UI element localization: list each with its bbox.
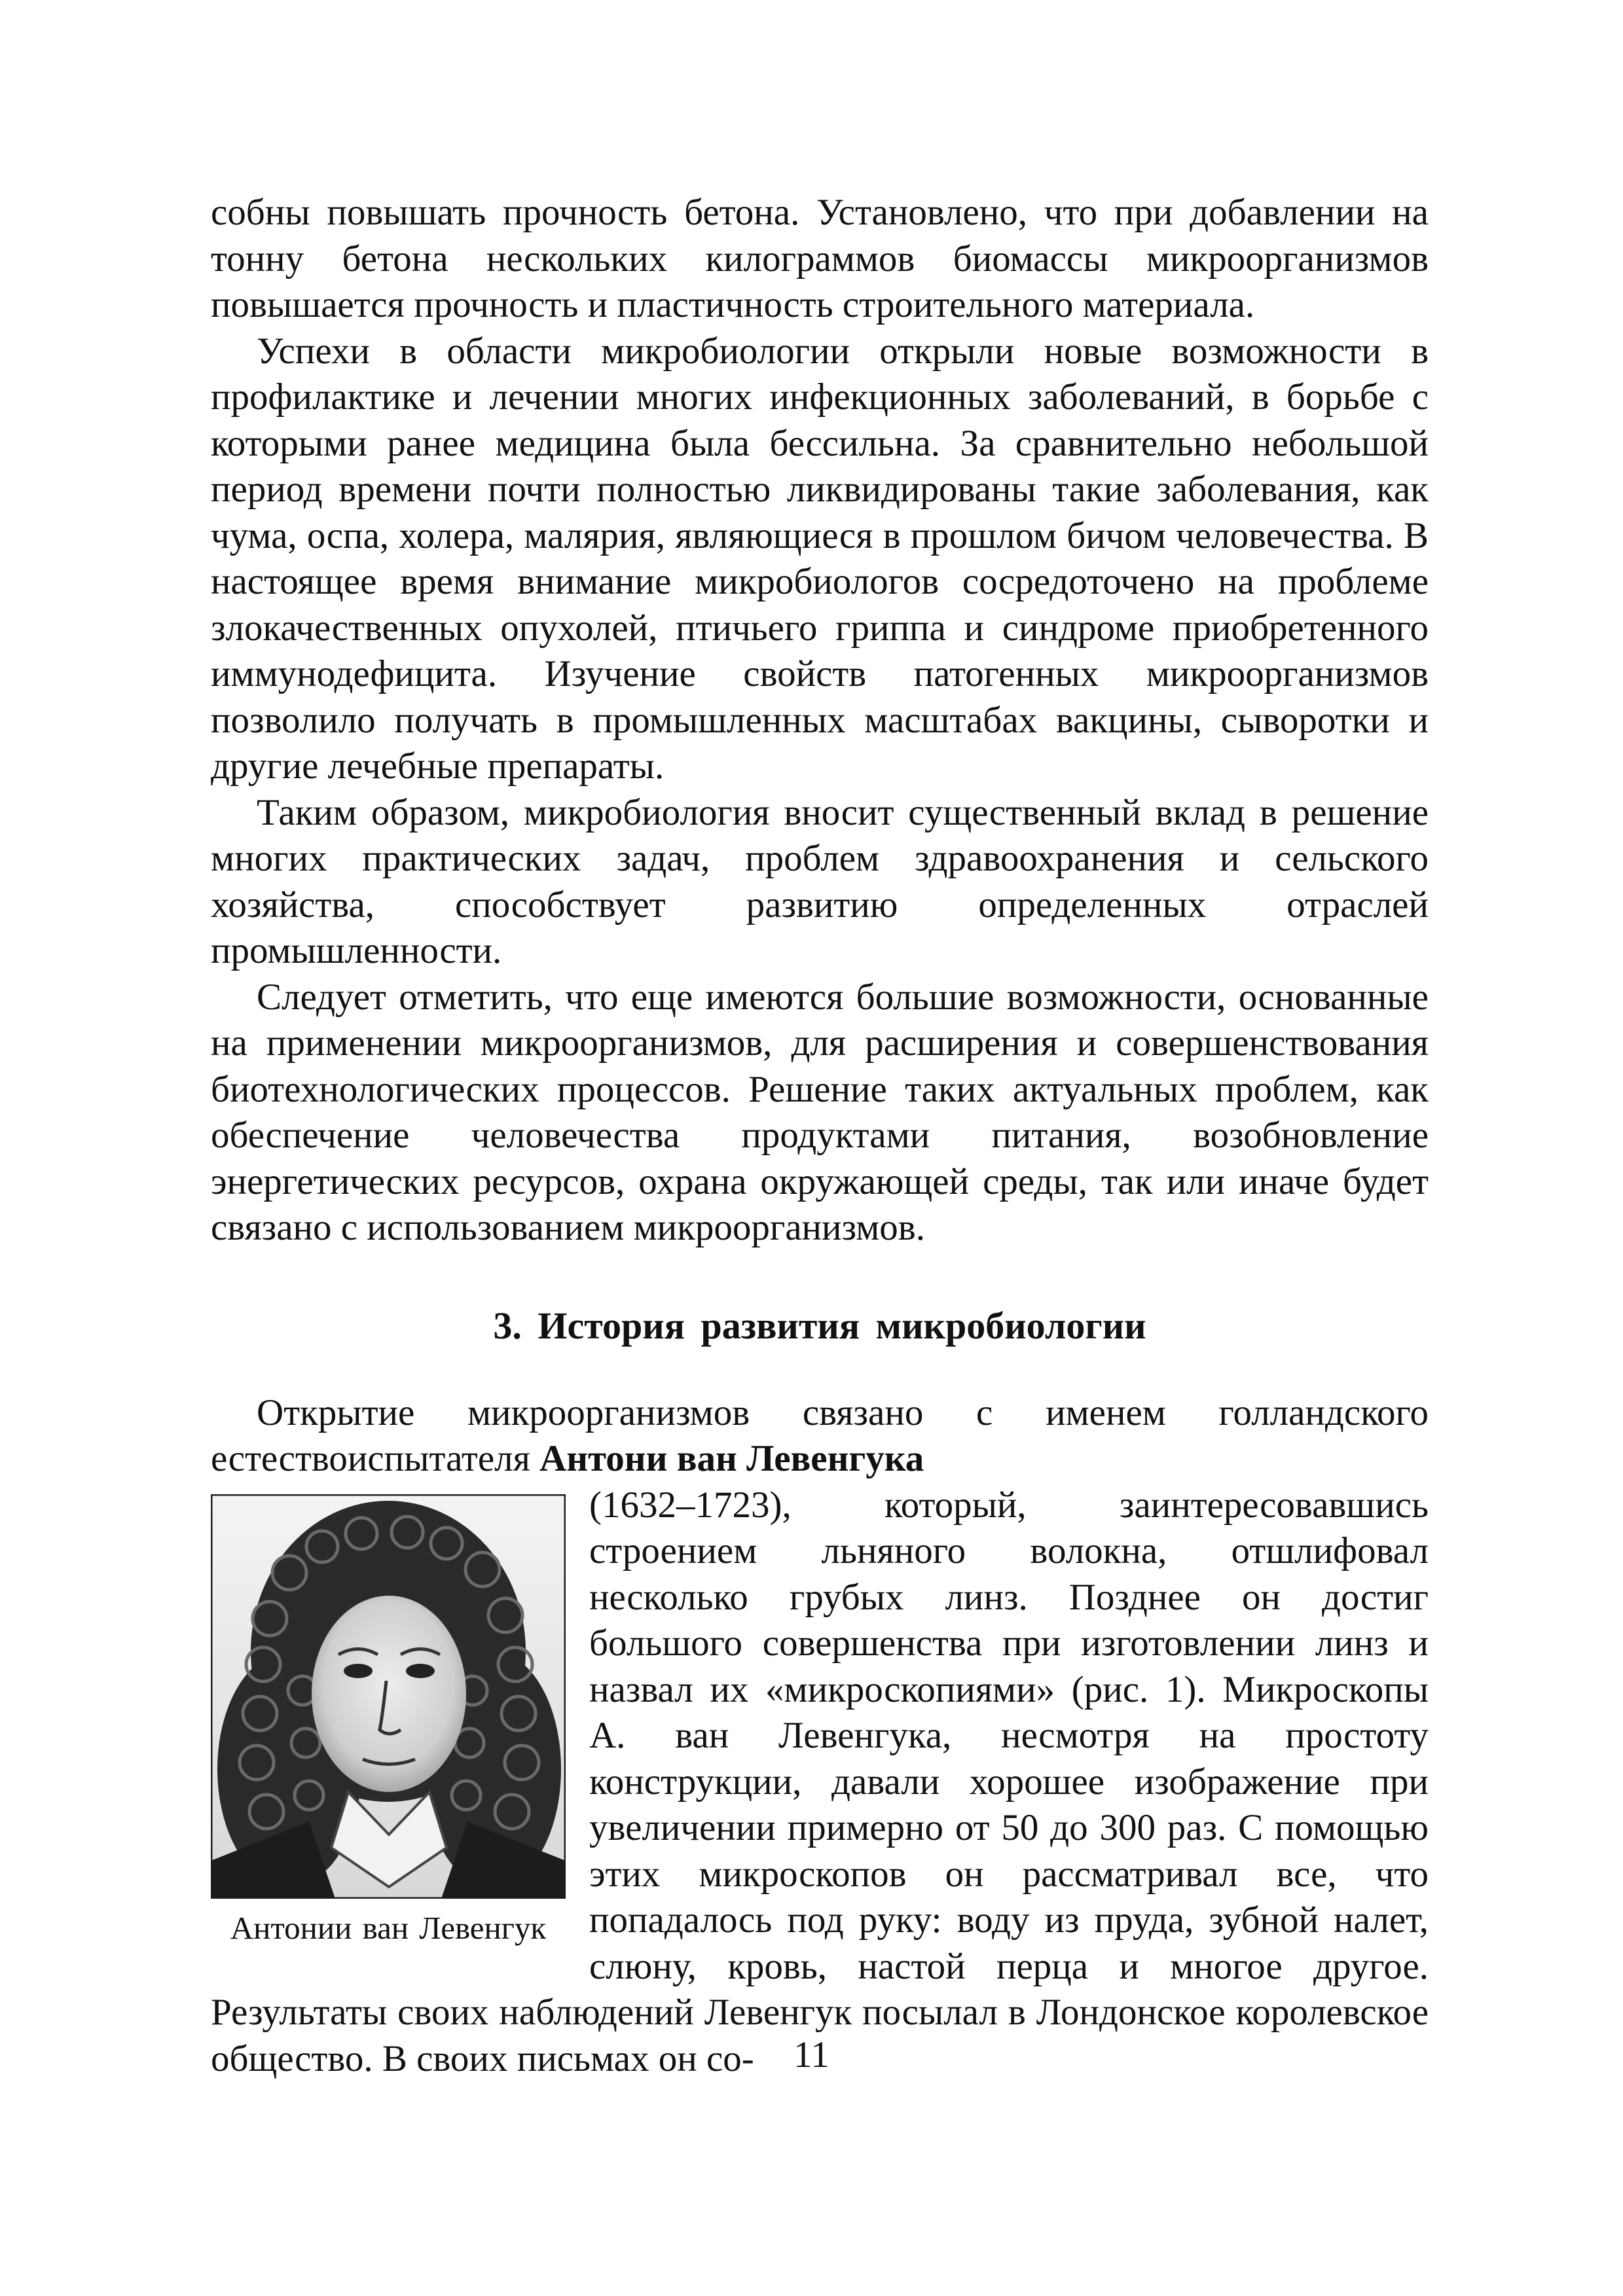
paragraph-1: собны повышать прочность бетона. Установлено, что при добавлении на тонну бетона нескольких килограммов биомассы микроорганизмов повышается прочность и пластичность строительного материала. [211,192,1429,325]
history-lead: Открытие микроорганизмов связано с именем голландского естествоиспытателя [211,1391,1429,1479]
page-body [211,190,1429,2082]
figure-caption: Антонии ван Левенгук [230,1909,547,1946]
history-paragraph-continued: (1632–1723), который, заинтересовавшись строением льняного волокна, отшлифовал несколько грубых линз. Позднее он достиг большого совершенства при изготовлении линз и назвал их «микроскопиями» (рис. 1). Микроскопы А. ван Левенгука, несмотря на простоту конструкции, давали хорошее изображение при увеличении примерно от 50 до 300 раз. С помощью этих микроскопов он рассматривал все, что попадалось под руку: воду из пруда, зубной налет, слюну, кровь, настой перца и многое другое. Результаты своих наблюдений Левенгук посылал в Лондонское королевское общество. В своих письмах он со- [211,1484,1429,2079]
person-name: Антони ван Левенгука [539,1438,924,1479]
paragraph-3: Таким образом, микробиология вносит существенный вклад в решение многих практических задач, проблем здравоохранения и сельского хозяйства, способствует развитию определенных отраслей промышленности. [211,791,1429,971]
paragraph-2: Успехи в области микробиологии открыли новые возможности в профилактике и лечении многих инфекционных заболеваний, в борьбе с которыми ранее медицина была бессильна. За сравнительно небольшой период времени почти полностью ликвидированы такие заболевания, как чума, оспа, холера, малярия, являющиеся в прошлом бичом человечества. В настоящее время внимание микробиологов сосредоточено на проблеме злокачественных опухолей, птичьего гриппа и синдроме приобретенного иммунодефицита. Изучение свойств патогенных микроорганизмов позволило получать в промышленных масштабах вакцины, сыворотки и другие лечебные препараты. [211,330,1429,787]
page-number: 11 [793,2034,830,2075]
history-paragraph-intro [211,1390,1429,1482]
portrait-figure [211,1494,566,1948]
section-heading: 3. История развития микробиологии [493,1304,1146,1347]
portrait-image [211,1494,566,1899]
paragraph-4: Следует отметить, что еще имеются большие возможности, основанные на применении микроорганизмов, для расширения и совершенствования биотехнологических процессов. Решение таких актуальных проблем, как обеспечение человечества продуктами питания, возобновление энергетических ресурсов, охрана окружающей среды, так или иначе будет связано с использованием микроорганизмов. [211,976,1429,1248]
